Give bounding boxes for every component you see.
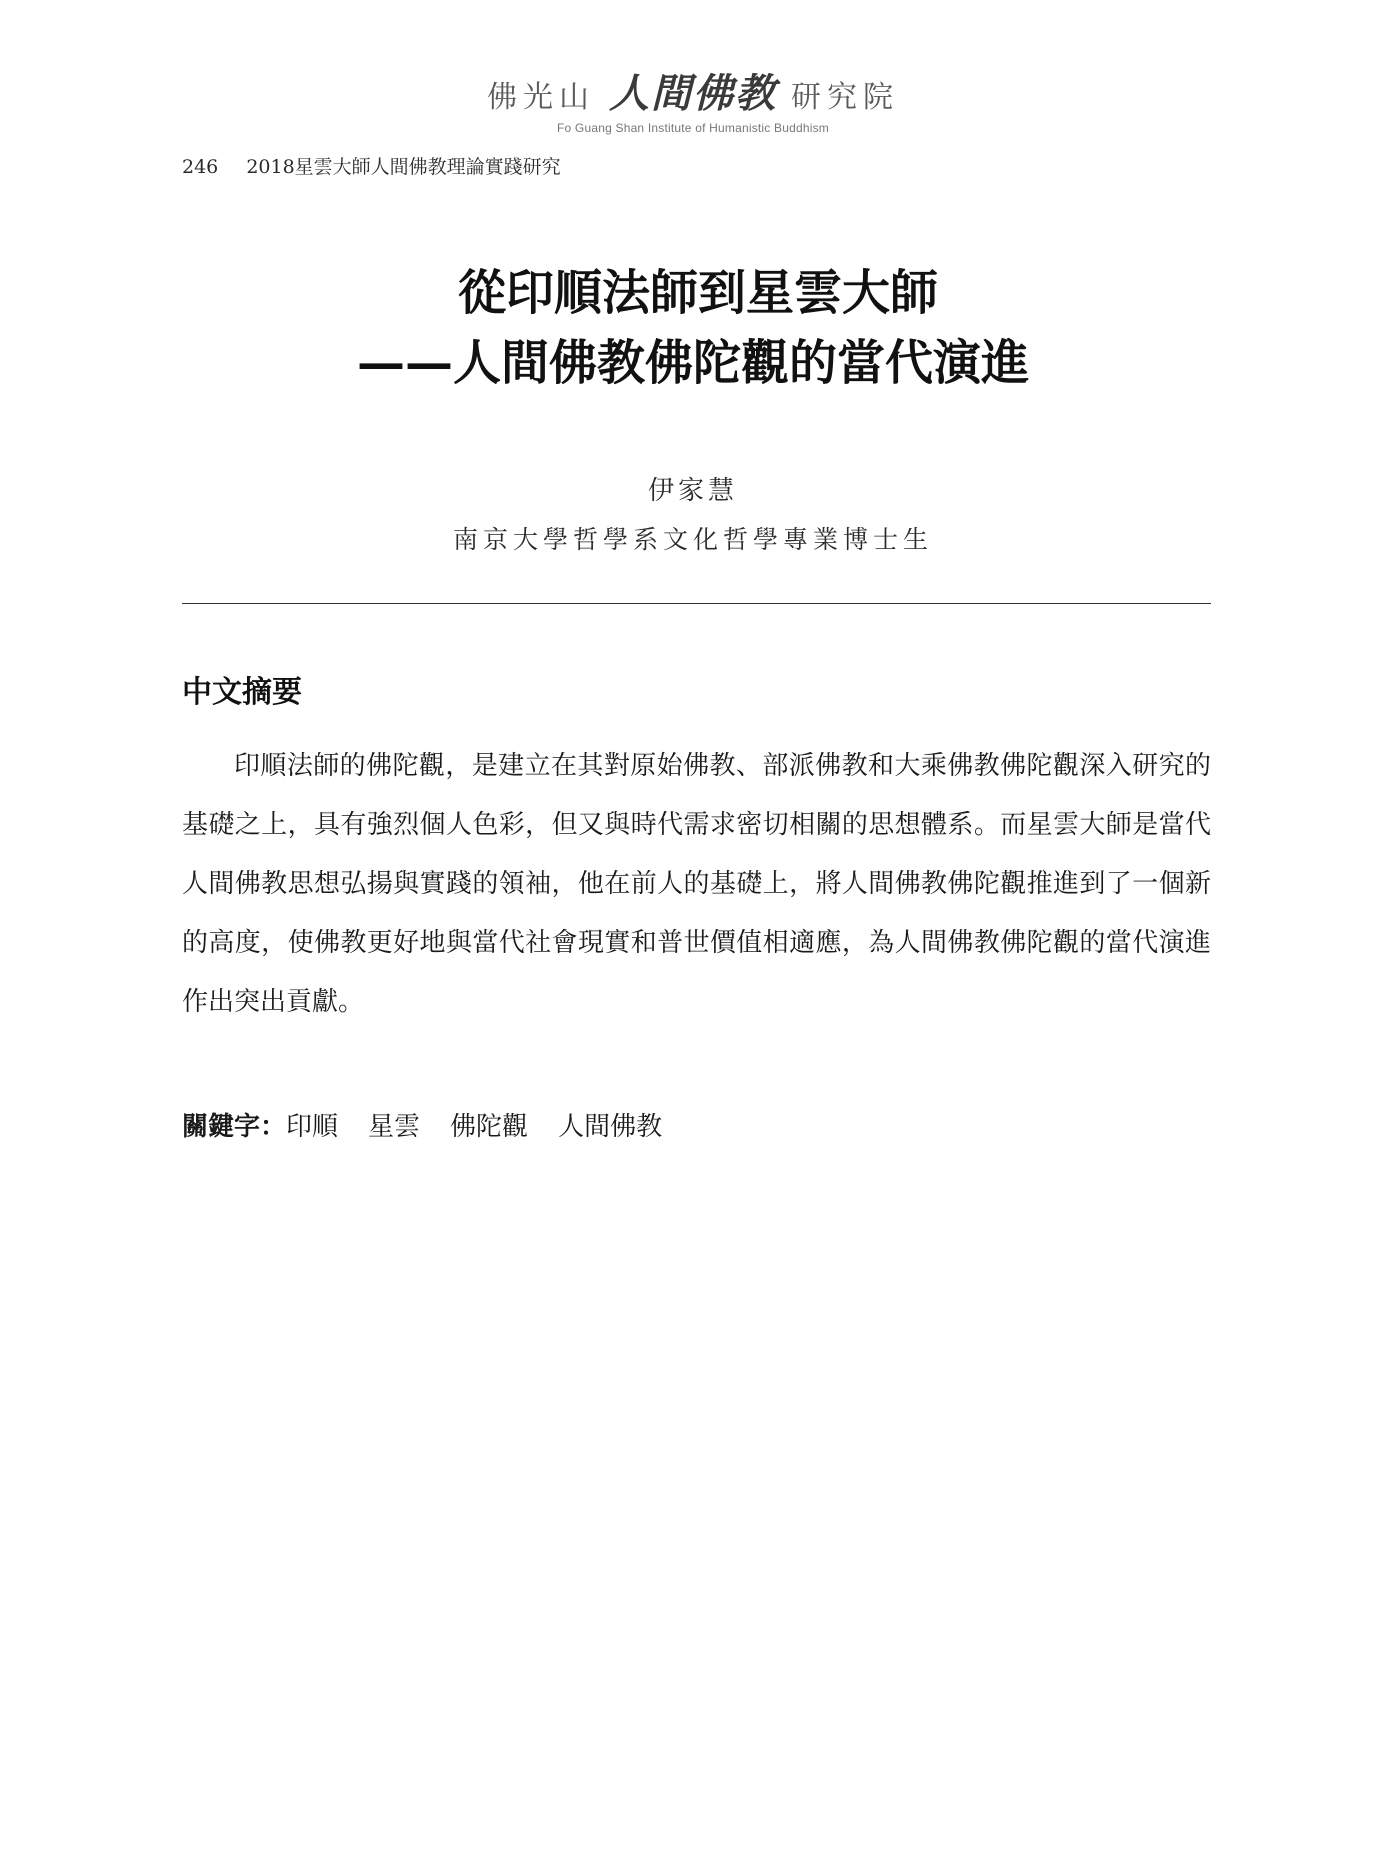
logo-left-text: 佛光山 (487, 80, 595, 115)
abstract-heading: 中文摘要 (182, 675, 302, 710)
section-divider (182, 603, 1211, 604)
paper-title (0, 258, 1386, 398)
title-line-2: ——人間佛教佛陀觀的當代演進 (356, 335, 1029, 391)
keywords (182, 1106, 692, 1143)
logo-subtitle: Fo Guang Shan Institute of Humanistic Buddhism (556, 121, 829, 135)
keyword-item: 人間佛教 (558, 1112, 663, 1142)
abstract-body (182, 737, 1211, 1032)
logo-right-text: 研究院 (791, 80, 899, 115)
logo-center-calligraphy: 人間佛教 (609, 71, 777, 117)
keywords-label: 關鍵字： (182, 1112, 287, 1142)
logo-wordmark (487, 62, 899, 119)
title-line-1: 從印順法師到星雲大師 (457, 265, 938, 321)
abstract-paragraph: 印順法師的佛陀觀，是建立在其對原始佛教、部派佛教和大乘佛教佛陀觀深入研究的基礎之上，具有強烈個人色彩，但又與時代需求密切相關的思想體系。而星雲大師是當代人間佛教思想弘揚與實踐的領袖，他在前人的基礎上，將人間佛教佛陀觀推進到了一個新的高度，使佛教更好地與當代社會現實和普世價值相適應，為人間佛教佛陀觀的當代演進作出突出貢獻。 (182, 751, 1211, 1017)
running-head (182, 152, 561, 179)
keyword-item: 印順 (286, 1112, 339, 1142)
book-title: 2018星雲大師人間佛教理論實踐研究 (246, 156, 561, 178)
institute-logo (0, 62, 1386, 135)
author-affiliation: 南京大學哲學系文化哲學專業博士生 (452, 525, 933, 554)
keyword-item: 佛陀觀 (450, 1112, 529, 1142)
keyword-item: 星雲 (368, 1112, 421, 1142)
page-number: 246 (182, 156, 219, 178)
author-name: 伊家慧 (647, 476, 738, 506)
